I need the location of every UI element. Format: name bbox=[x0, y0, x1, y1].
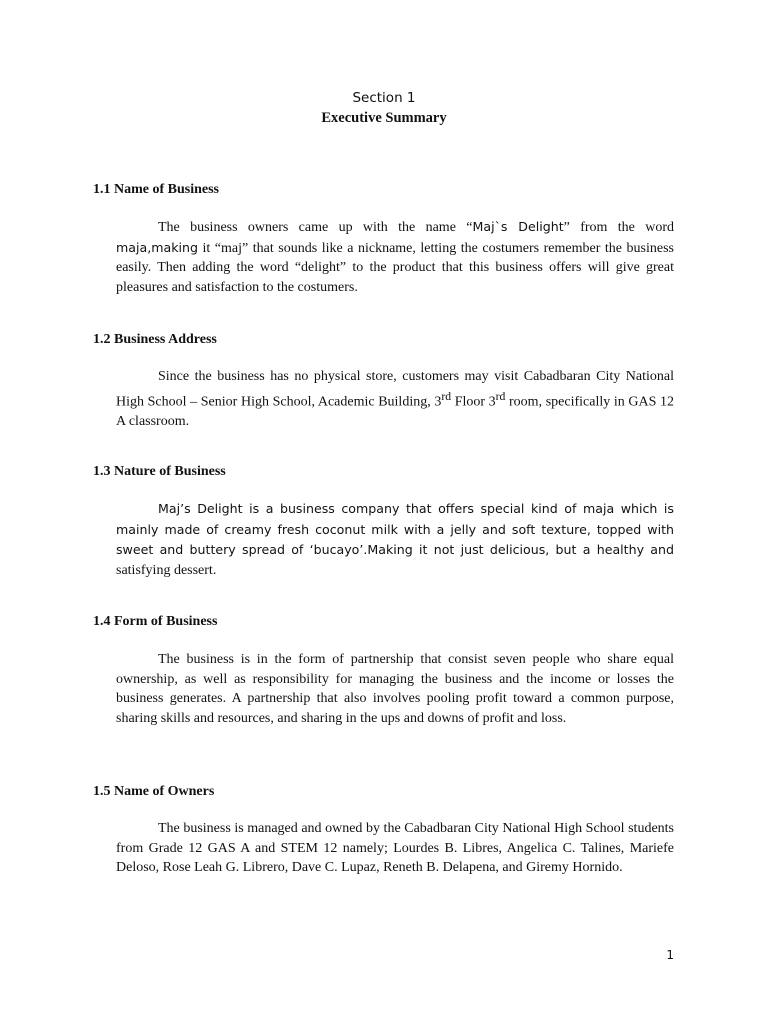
heading-name-of-business: 1.1 Name of Business bbox=[93, 182, 220, 197]
paragraph-text-part: room, specifically in GAS 12 A classroom. bbox=[116, 394, 675, 429]
paragraph-text-part: Floor 3 bbox=[451, 394, 496, 410]
paragraph-text-part: rd bbox=[495, 389, 506, 403]
paragraph-name-of-owners bbox=[116, 819, 674, 878]
section-label: Section 1 bbox=[352, 90, 416, 106]
heading-nature-of-business: 1.3 Nature of Business bbox=[93, 464, 226, 479]
paragraph-text-part: satisfying dessert. bbox=[116, 562, 217, 578]
paragraph-text-part: The business is managed and owned by the Cabadbaran City National High School students from Grade 12 GAS A and STEM 12 namely; Lourdes B. Libres, Angelica C. Talines, Mariefe Deloso, Rose Leah G. Librero, Dave C. Lupaz, Reneth B. Delapena, and Giremy Hornido. bbox=[116, 821, 674, 876]
page-title: Executive Summary bbox=[321, 110, 447, 126]
heading-business-address: 1.2 Business Address bbox=[93, 332, 217, 347]
paragraph-text-part: Since the business has no physical store, customers may visit Cabadbaran City National High School – Senior High School, Academic Building, 3 bbox=[116, 369, 674, 410]
paragraph-text-part: The business owners came up with the name “ bbox=[158, 220, 473, 235]
heading-name-of-owners: 1.5 Name of Owners bbox=[93, 784, 215, 799]
page-number: 1 bbox=[666, 948, 674, 962]
paragraph-form-of-business bbox=[116, 650, 674, 728]
paragraph-nature-of-business bbox=[116, 499, 674, 580]
paragraph-business-address bbox=[116, 367, 674, 431]
paragraph-text-part: Maj’s Delight is a business company that offers special kind of maja which is mainly made of creamy fresh coconut milk with a jelly and soft texture, topped with sweet and buttery spread of ‘bucayo’.Making it not just delicious, but a healthy and bbox=[116, 501, 674, 558]
paragraph-name-of-business bbox=[116, 217, 674, 297]
paragraph-text-part: The business is in the form of partnership that consist seven people who share equal ownership, as well as responsibility for managing the business and the income or losses the business generates. A partnership that also involves pooling profit toward a common purpose, sharing skills and resources, and sharing in the ups and downs of profit and loss. bbox=[116, 652, 674, 726]
paragraph-text-part: ” from the word bbox=[563, 220, 674, 235]
paragraph-text-part: maja,making bbox=[116, 239, 198, 255]
heading-form-of-business: 1.4 Form of Business bbox=[93, 614, 218, 629]
paragraph-text-part: Maj`s Delight bbox=[472, 219, 564, 234]
paragraph-text-part: rd bbox=[441, 389, 452, 403]
paragraph-text-part: it “maj” that sounds like a nickname, letting the costumers remember the business easily. Then adding the word “delight” to the product that this business offers will give great pleasures and satisfaction to the costumers. bbox=[116, 240, 674, 295]
